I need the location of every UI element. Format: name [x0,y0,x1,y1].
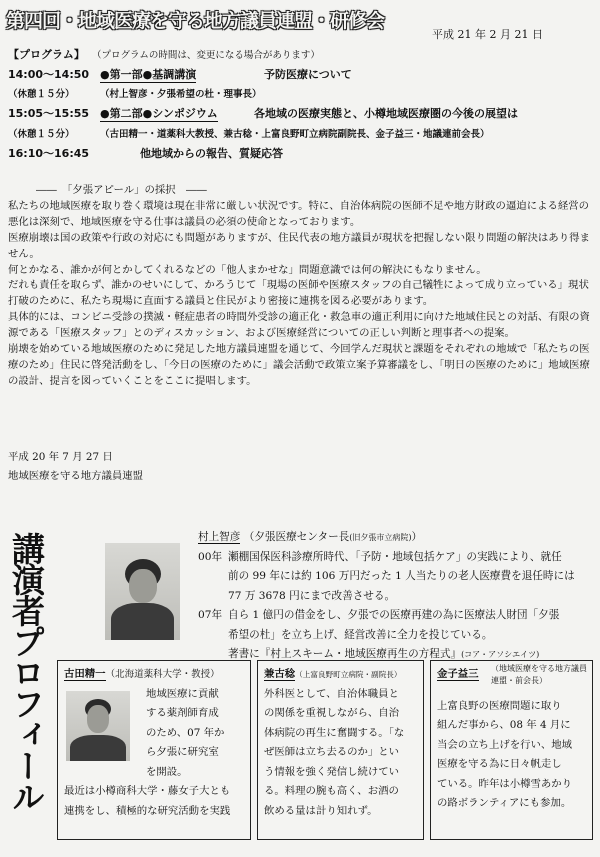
kaneko-ekizo-text: 組んだ事から、08 年 4 月に [437,719,571,731]
murakami-name: 村上智彦 [198,531,241,543]
kaneko-minoru-text: 飲める量は計り知れず。 [264,804,378,817]
program-heading: 【プログラム】 [8,48,85,61]
program-content: 他地域からの報告、質疑応答 [140,147,283,160]
furuta-text: を開設。 [146,765,188,778]
program-time: （休憩１５分） [8,89,75,100]
murakami-photo [105,543,180,640]
appeal-paragraph: だれも責任を取らず、誰かのせいにして、かろうじて「現場の医師や医療スタッフの自己犠牲によって成り立っている」現状打破のために、私たち現場に直面する議員と住民がより密接に連携を図る必要があります。 [8,279,589,308]
appeal-paragraph: 私たちの地域医療を取り巻く環境は現在非常に厳しい状況です。特に、自治体病院の医師不足や地方財政の逼迫による経営の悪化は深刻で、地域医療を守る仕事は議員の必須の使命となっております。 [8,199,590,228]
kaneko-ekizo-profile [430,660,593,840]
furuta-affil: （北海道薬科大学・教授） [105,669,220,680]
furuta-photo [66,691,130,761]
furuta-text: する薬剤師育成 [146,707,219,719]
profiles-title: 講演者プロフィール [7,532,46,811]
furuta-text: 地域医療に貢献 [146,687,219,700]
program-session: ●第二部●シンポジウム [100,107,218,120]
appeal-signature: 地域医療を守る地方議員連盟 [8,470,144,482]
kaneko-minoru-text: の関係を重視しながら、自治 [264,707,400,719]
program-content: 予防医療について [264,68,352,81]
appeal-paragraph: 具体的には、コンビニ受診の撲滅・軽症患者の時間外受診の適正化・救急車の適正利用に向けた地域住民との対話、有限の資源である「医療スタッフ」とのディスカッション、および医療経営についての正しい判断と理事者への提案。 [8,311,590,340]
program-time: （休憩１５分） [8,129,75,140]
program-content: （古田精一・道薬科大教授、兼古稔・上富良野町立病院副院長、金子益三・地議連前会長） [100,129,490,140]
murakami-year: 07年 [198,609,223,621]
kaneko-ekizo-text: ている。昨年は小樽雪あかり [437,777,573,790]
program-content: 各地域の医療実態と、小樽地域医療圏の今後の展望は [254,107,518,120]
furuta-text: 最近は小樽商科大学・藤女子大とも [64,785,231,797]
murakami-affil-end: ） [411,531,423,543]
appeal-date: 平成 20 年 7 月 27 日 [8,451,113,463]
kaneko-ekizo-text: 上富良野の医療問題に取り [437,699,562,712]
appeal-section [8,183,592,390]
program-session: ●第一部●基調講演 [100,68,197,81]
page-title: 第四回・地域医療を守る地方議員連盟・研修会 [6,10,385,32]
appeal-paragraph: 何とかなる、誰かが何とかしてくれるなどの「他人まかせな」問題意識では何の解決にもなりません。 [8,263,487,276]
furuta-profile [57,660,251,840]
kaneko-minoru-text: ぜ医師は立ち去るのか」とい [264,746,400,758]
murakami-affil-note: (旧夕張市立病院) [349,533,412,542]
program-note: （プログラムの時間は、変更になる場合があります） [92,50,320,61]
program-content: （村上智彦・夕張希望の杜・理事長） [100,89,262,100]
appeal-paragraph: 崩壊を始めている地域医療のために発足した地方議員連盟を通じて、今回学んだ現状と課題をそれぞれの地域で「私たちの医療のため」住民に啓発活動をし、「今日の医療のために」議会活動で政策立案予算審議をし、「明日の医療のために」地域医療の設計、提言を図っていくことをここに提唱します。 [8,343,590,387]
kaneko-ekizo-name: 金子益三 [437,668,479,680]
murakami-text: 前の 99 年には約 106 万円だった 1 人当たりの老人医療費を退任時には [228,570,575,582]
kaneko-minoru-profile [257,660,424,840]
kaneko-minoru-text: う情報を強く発信し続けてい [264,765,400,778]
murakami-text: 77 万 3678 円にまで改善させる。 [228,589,396,602]
murakami-text: 瀬棚国保医科診療所時代、「予防・地域包括ケア」の実践により、就任 [228,550,562,563]
kaneko-minoru-affil: （上富良野町立病院・副院長） [295,670,402,679]
kaneko-ekizo-text: 医療を守る為に日々帆走し [437,758,562,770]
kaneko-minoru-text: る。料理の腕も高く、お酒の [264,785,399,797]
murakami-profile [198,528,593,665]
event-date: 平成 21 年 2 月 21 日 [432,28,543,41]
kaneko-minoru-text: 体病院の再生に奮闘する。「な [264,726,405,739]
kaneko-ekizo-text: の路ボランティアにも参加。 [437,797,572,809]
appeal-title: ―― 「夕張アピール」の採択 ―― [36,184,207,196]
kaneko-minoru-name: 兼古稔 [264,668,296,680]
murakami-publisher: (コア・アソシエイツ) [461,650,540,659]
kaneko-ekizo-text: 当会の立ち上げを行い、地域 [437,738,573,751]
furuta-text: のため、07 年か [146,726,225,739]
program-time: 15:05〜15:55 [8,107,90,120]
murakami-text: 自ら 1 億円の借金をし、夕張での医療再建の為に医療法人財団「夕張 [228,609,560,621]
appeal-signoff [8,448,143,486]
appeal-paragraph: 医療崩壊は国の政策や行政の対応にも問題がありますが、住民代表の地方議員が現状を把握しない限り問題の解決はあり得ません。 [8,231,590,260]
furuta-text: 連携をし、積極的な研究活動を実践 [64,804,231,817]
kaneko-ekizo-affil: （地域医療を守る地方議員連盟・前会長） [491,664,587,685]
murakami-year: 00年 [198,550,223,563]
furuta-name: 古田精一 [64,668,106,680]
kaneko-minoru-text: 外科医として、自治体職員と [264,687,399,700]
furuta-text: ら夕張に研究室 [146,746,219,758]
program-time: 14:00〜14:50 [8,68,90,81]
program-time: 16:10〜16:45 [8,147,90,160]
murakami-affil: （夕張医療センター長 [243,531,350,543]
murakami-book: 著書に『村上スキーム・地域医療再生の方程式』 [228,648,462,660]
murakami-text: 希望の杜」を立ち上げ、経営改善に全力を投じている。 [228,628,493,641]
